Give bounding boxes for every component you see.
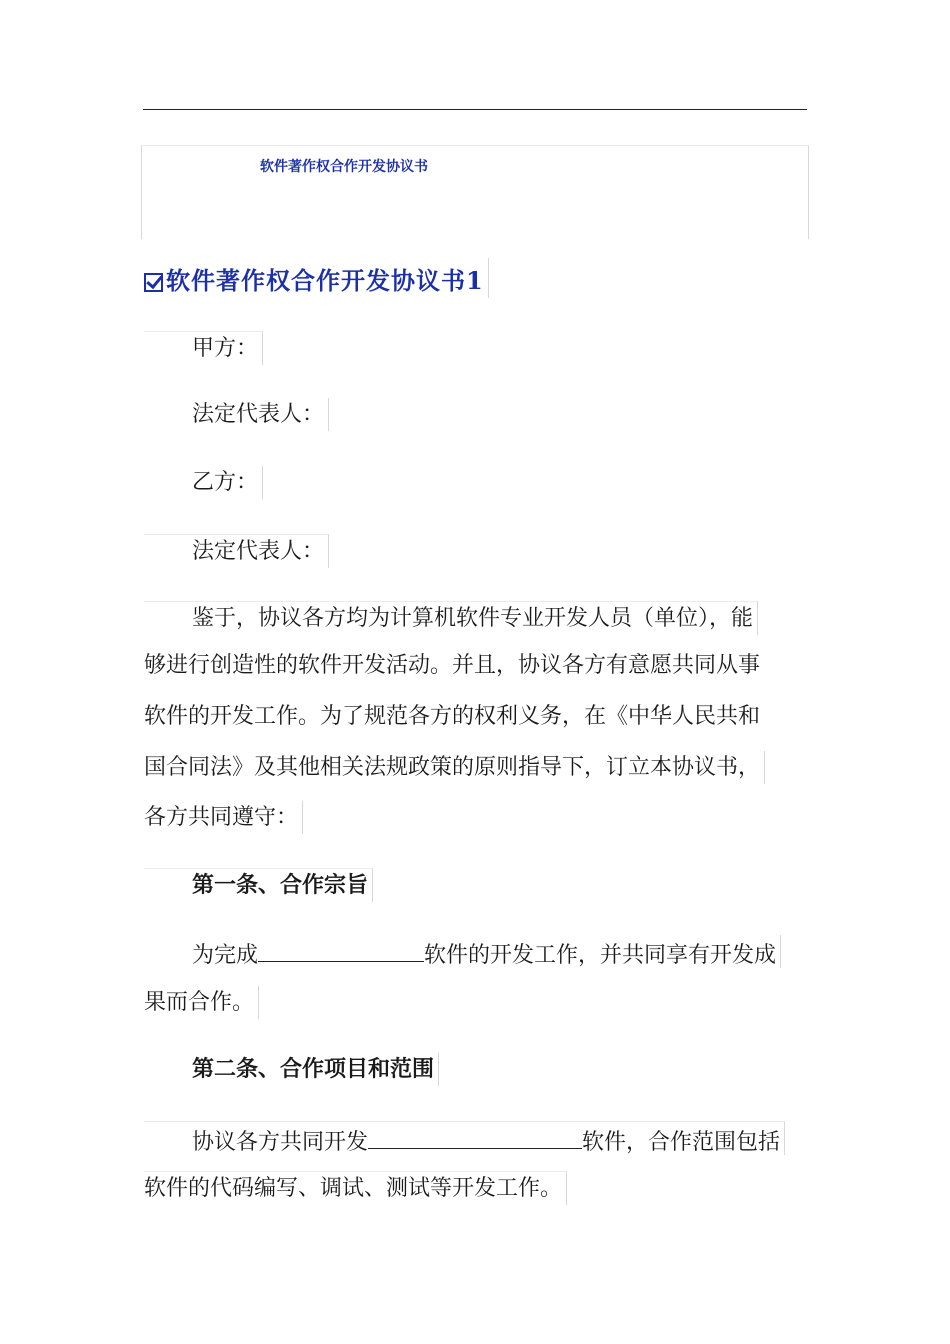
preamble-line: 够进行创造性的软件开发活动。并且，协议各方有意愿共同从事	[144, 653, 761, 678]
article-1-paragraph-line-2: 果而合作。	[144, 986, 259, 1019]
preamble-line: 鉴于，协议各方均为计算机软件专业开发人员（单位），能	[144, 601, 758, 635]
party-b-label: 乙方：	[144, 466, 263, 499]
header-rule	[143, 109, 807, 110]
software-name-blank	[368, 1122, 582, 1149]
checkbox-checked-icon	[144, 273, 163, 292]
article-1-paragraph-line	[144, 935, 781, 968]
article-2-text-prefix: 协议各方共同开发	[192, 1130, 369, 1155]
article-2-text-suffix: 软件，合作范围包括	[582, 1130, 781, 1155]
party-b-representative-label: 法定代表人：	[144, 534, 329, 568]
preamble-line: 国合同法》及其他相关法规政策的原则指导下，订立本协议书，	[144, 751, 765, 784]
preamble-line: 各方共同遵守：	[144, 801, 303, 834]
header-title: 软件著作权合作开发协议书	[260, 159, 428, 175]
article-1-heading: 第一条、合作宗旨	[144, 868, 373, 902]
article-1-text-suffix: 软件的开发工作，并共同享有开发成	[424, 943, 777, 968]
party-a-label: 甲方：	[144, 331, 263, 365]
document-title	[144, 258, 489, 298]
preamble-line: 软件的开发工作。为了规范各方的权利义务，在《中华人民共和	[144, 704, 761, 729]
document-title-text: 软件著作权合作开发协议书1	[166, 265, 484, 295]
page-header	[141, 145, 809, 239]
article-2-heading: 第二条、合作项目和范围	[144, 1053, 439, 1086]
article-2-paragraph-line	[144, 1121, 785, 1155]
article-1-text-prefix: 为完成	[192, 943, 259, 968]
article-2-paragraph-line-2: 软件的代码编写、调试、测试等开发工作。	[144, 1171, 567, 1205]
party-a-representative-label: 法定代表人：	[144, 398, 329, 431]
project-name-blank	[258, 935, 424, 962]
